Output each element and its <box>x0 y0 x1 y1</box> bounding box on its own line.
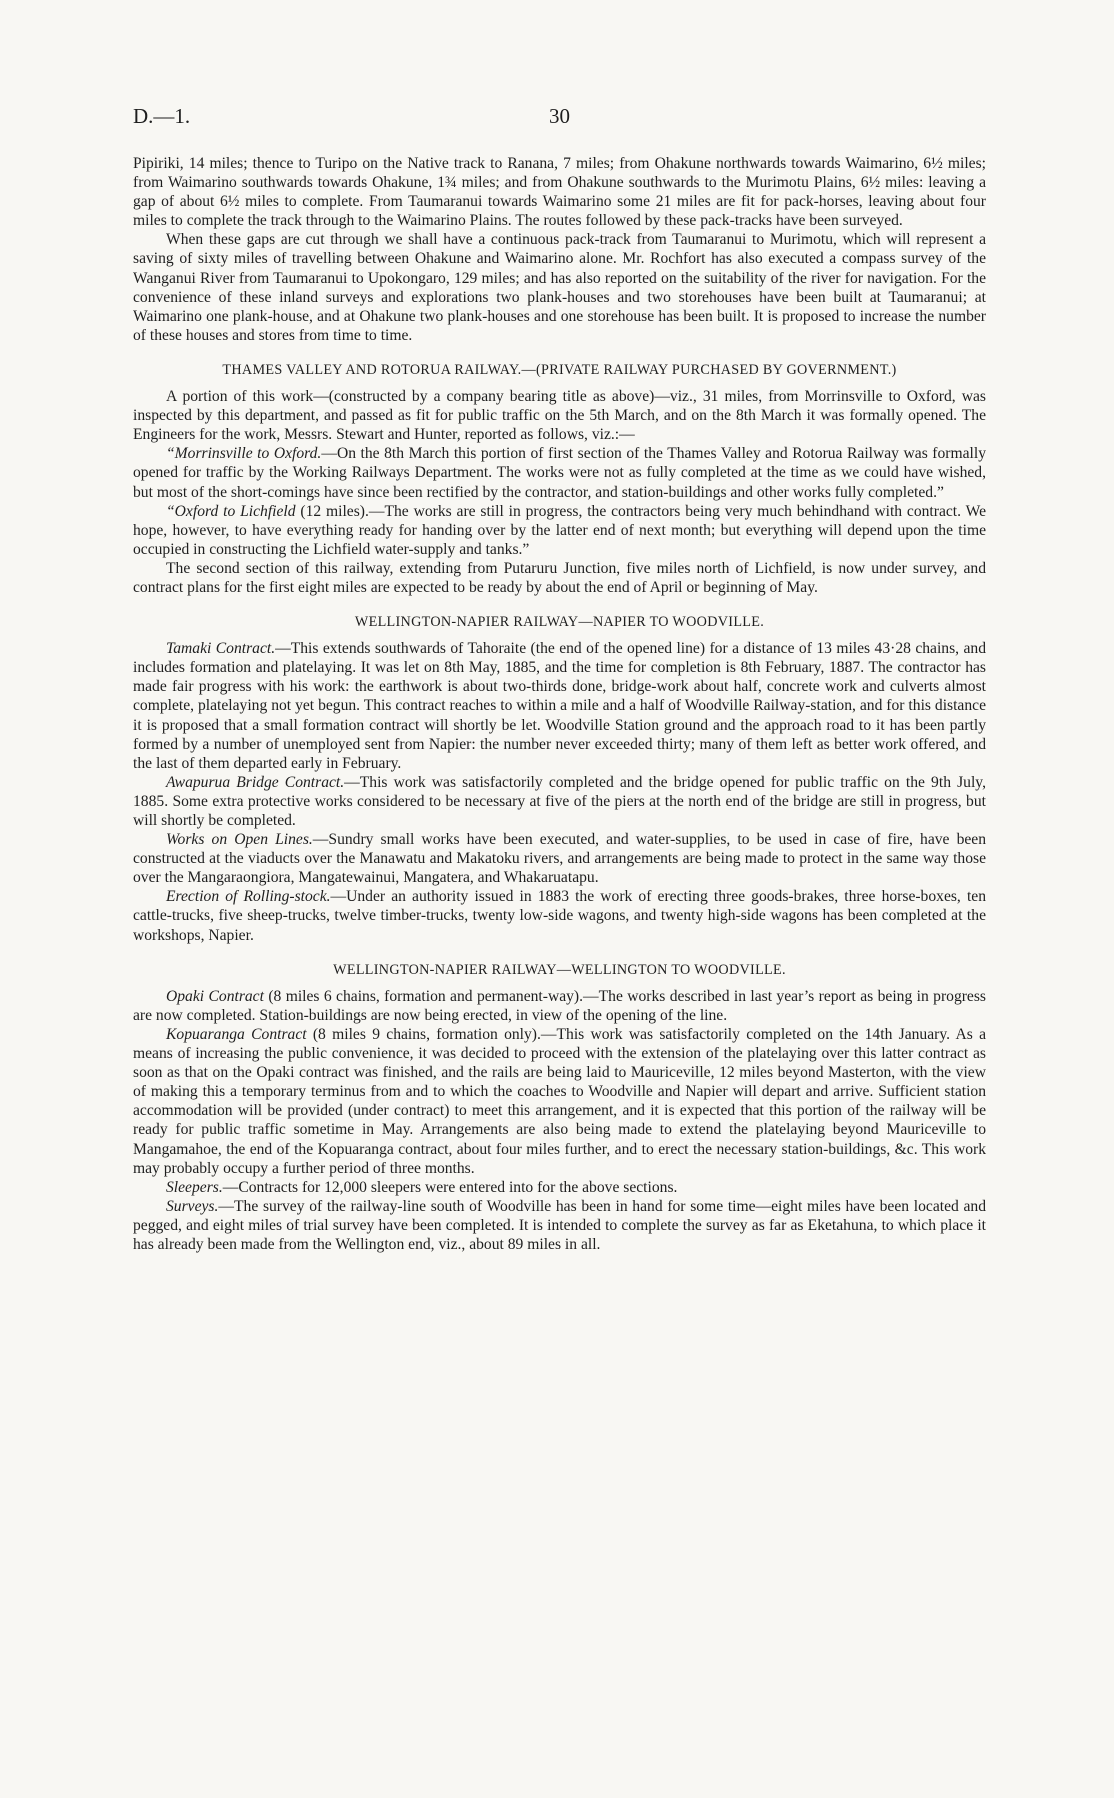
quote-paragraph <box>133 502 986 559</box>
paragraph <box>133 987 986 1025</box>
subsection-title: Awapuruа Bridge Contract. <box>166 773 345 791</box>
document-code: D.—1. <box>133 104 191 128</box>
paragraph-text: (8 miles 6 chains, formation and permanent-way).—The works described in last year’s report as being in progress are now completed. Station-buildings are now being erected, in view of the opening of the line. <box>133 987 986 1024</box>
paragraph <box>133 1025 986 1178</box>
paragraph <box>133 773 986 830</box>
paragraph: Pipiriki, 14 miles; thence to Turipo on the Native track to Ranana, 7 miles; from Ohakune northwards towards Waimarino, 6½ miles; from Waimarino southwards towards Ohakune, 1¾ miles; and from Ohakune southwards to the Murimotu Plains, 6½ miles: leaving a gap of about 6½ miles to complete. From Taumaranui towards Waimarino some 21 miles are fit for pack-horses, leaving about four miles to complete the track through to the Waimarino Plains. The routes followed by these pack-tracks have been surveyed. <box>133 155 986 230</box>
paragraph-text: —The survey of the railway-line south of Woodville has been in hand for some time—eight miles have been located and pegged, and eight miles of trial survey have been completed. It is intended to complete the survey as far as Eketahuna, to which place it has already been made from the Wellington end, viz., about 89 miles in all. <box>133 1197 986 1253</box>
section-heading: THAMES VALLEY AND ROTORUA RAILWAY.—(PRIVATE RAILWAY PURCHASED BY GOVERNMENT.) <box>222 361 897 378</box>
paragraph-text: (8 miles 9 chains, formation only).—This work was satisfactorily completed on the 14th January. As a means of increasing the public convenience, it was decided to proceed with the extension of the platelaying over this latter contract as soon as that on the Opaki contract was finished, and the rails are being laid to Mauriceville, 12 miles beyond Masterton, with the view of making this a temporary terminus from and to which the coaches to Woodville and Napier will depart and arrive. Sufficient station accommodation will be provided (under contract) to meet this arrangement, and it is expected that this portion of the railway will be ready for public traffic sometime in May. Arrangements are also being made to extend the platelaying beyond Mauriceville to Mangamahoe, the end of the Kopuaranga contract, about four miles further, and to erect the necessary station-buildings, &c. This work may probably occupy a further period of three months. <box>133 1025 986 1177</box>
paragraph-text: —This extends southwards of Tahoraite (the end of the opened line) for a distance of 13 miles 43·28 chains, and includes formation and platelaying. It was let on 8th May, 1885, and the time for completion is 8th February, 1887. The contractor has made fair progress with his work: the earthwork is about two-thirds done, bridge-work about half, concrete work and culverts almost complete, platelaying not yet begun. This contract reaches to within a mile and a half of Woodville Railway-station, and for this distance it is proposed that a small formation contract will shortly be let. Woodville Station ground and the approach road to it has been partly formed by a number of unemployed sent from Napier: the number never exceeded thirty; many of them left as better work offered, and the last of them departed early in February. <box>133 640 987 772</box>
paragraph <box>133 887 986 944</box>
paragraph <box>133 1178 986 1197</box>
page-header <box>133 104 986 134</box>
quote-title: “Oxford to Lichfield <box>166 502 296 520</box>
paragraph: A portion of this work—(constructed by a company bearing title as above)—viz., 31 miles, from Morrinsville to Oxford, was inspected by this department, and passed as fit for public traffic on the 5th March, and on the 8th March it was formally opened. The Engineers for the work, Messrs. Stewart and Hunter, reported as follows, viz.:— <box>133 388 986 444</box>
quote-text: (12 miles).—The works are still in progress, the contractors being very much behindhand with contract. We hope, however, to have everything ready for handing over by the latter end of next month; but everything will depend upon the time occupied in constructing the Lichfield water-supply and tanks.” <box>133 502 986 558</box>
paragraph-text: —Contracts for 12,000 sleepers were entered into for the above sections. <box>222 1178 678 1196</box>
quote-text: —On the 8th March this portion of first section of the Thames Valley and Rotorua Railway was formally opened for traffic by the Working Railways Department. The works were not as fully completed at the time as we could have wished, but most of the short-comings have since been rectified by the contractor, and station-buildings and other works fully completed.” <box>133 445 987 501</box>
paragraph-text: —This work was satisfactorily completed and the bridge opened for public traffic on the 9th July, 1885. Some extra protective works considered to be necessary at five of the piers at the north end of the bridge are still in progress, but will shortly be completed. <box>133 773 986 829</box>
subsection-title: Surveys. <box>166 1197 219 1215</box>
paragraph <box>133 1197 986 1254</box>
section-heading: WELLINGTON-NAPIER RAILWAY—WELLINGTON TO WOODVILLE. <box>333 961 786 978</box>
quote-title: “Morrinsville to Oxford. <box>166 445 322 463</box>
paragraph-text: —Sundry small works have been executed, and water-supplies, to be used in case of fire, have been constructed at the viaducts over the Manawatu and Makatoku rivers, and arrangements are being made to protect in the same way those over the Mangaraongiora, Mangatewainui, Mangatera, and Whakaruatapu. <box>133 831 987 887</box>
subsection-title: Tamaki Contract. <box>166 640 276 658</box>
paragraph: When these gaps are cut through we shall have a continuous pack-track from Taumaranui to Murimotu, which will represent a saving of sixty miles of travelling between Ohakune and Waimarino alone. Mr. Rochfort has also executed a compass survey of the Wanganui River from Taumaranui to Upokongaro, 129 miles; and has also reported on the suitability of the river for navigation. For the convenience of these inland surveys and explorations two plank-houses and two storehouses have been built at Taumaranui; at Waimarino one plank-house, and at Ohakune two plank-houses and one storehouse has been built. It is proposed to increase the number of these houses and stores from time to time. <box>133 231 986 344</box>
subsection-title: Sleepers. <box>166 1178 223 1196</box>
document-body <box>133 154 986 1254</box>
paragraph <box>133 830 986 887</box>
subsection-title: Opaki Contract <box>166 987 264 1005</box>
subsection-title: Kopuaranga Contract <box>166 1025 307 1043</box>
paragraph <box>133 639 986 773</box>
quote-paragraph <box>133 444 986 501</box>
page-number: 30 <box>549 104 570 128</box>
paragraph: The second section of this railway, extending from Putaruru Junction, five miles north of Lichfield, is now under survey, and contract plans for the first eight miles are expected to be ready by about the end of April or beginning of May. <box>133 559 986 596</box>
paragraph-text: —Under an authority issued in 1883 the work of erecting three goods-brakes, three horse-boxes, ten cattle-trucks, five sheep-trucks, twelve timber-trucks, twenty low-side wagons, and twenty high-side wagons has been completed at the workshops, Napier. <box>133 888 987 944</box>
subsection-title: Erection of Rolling-stock. <box>166 888 331 906</box>
subsection-title: Works on Open Lines. <box>166 831 313 849</box>
section-heading: WELLINGTON-NAPIER RAILWAY—NAPIER TO WOODVILLE. <box>354 614 765 631</box>
